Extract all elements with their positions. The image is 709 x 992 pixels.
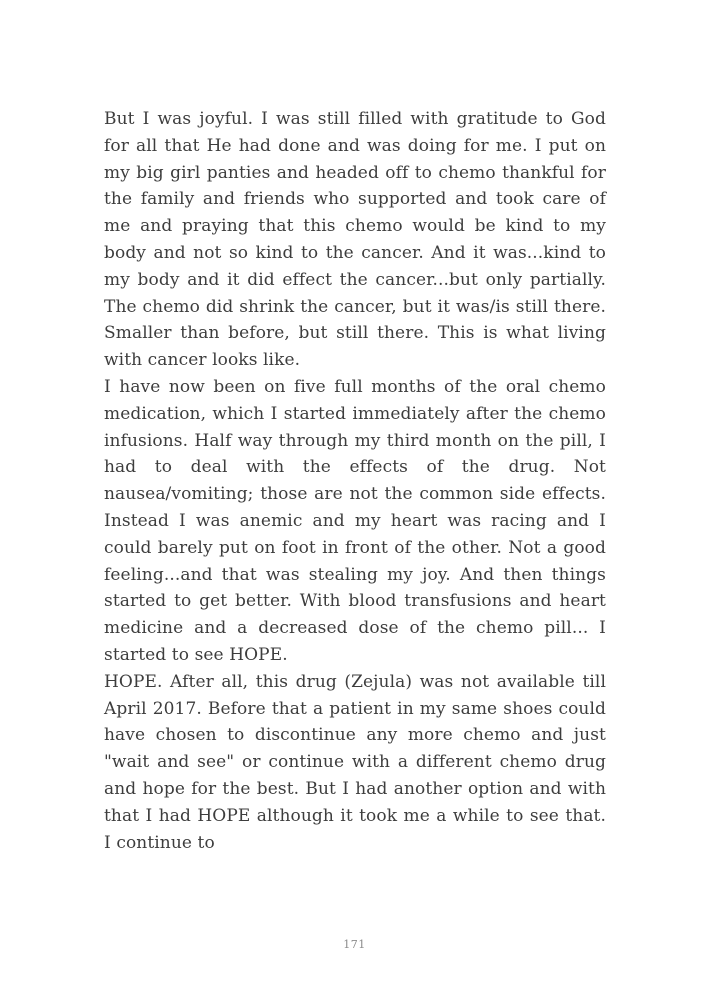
paragraph: But I was joyful. I was still filled with gratitude to God for all that He had done and was doing for me. I put on my big girl panties and headed off to chemo thankful for the family and friends who supported and took care of me and praying that this chemo would be kind to my body and not so kind to the cancer. And it was...kind to my body and it did effect the cancer...but only partially. The chemo did shrink the cancer, but it was/is still there. Smaller than before, but still there. This is what living with cancer looks like. [104,109,606,371]
page-text [104,106,606,856]
paragraph: HOPE. After all, this drug (Zejula) was not available till April 2017. Before that a patient in my same shoes could have chosen to discontinue any more chemo and just "wait and see" or continue with a different chemo drug and hope for the best. But I had another option and with that I had HOPE although it took me a while to see that. I continue to [104,671,606,853]
page-number: 171 [343,938,366,951]
paragraph: I have now been on five full months of the oral chemo medication, which I started immediately after the chemo infusions. Half way through my third month on the pill, I had to deal with the effects of the drug. Not nausea/vomiting; those are not the common side effects. Instead I was anemic and my heart was racing and I could barely put on foot in front of the other. Not a good feeling...and that was stealing my joy. And then things started to get better. With blood transfusions and heart medicine and a decreased dose of the chemo pill... I started to see HOPE. [104,376,606,665]
